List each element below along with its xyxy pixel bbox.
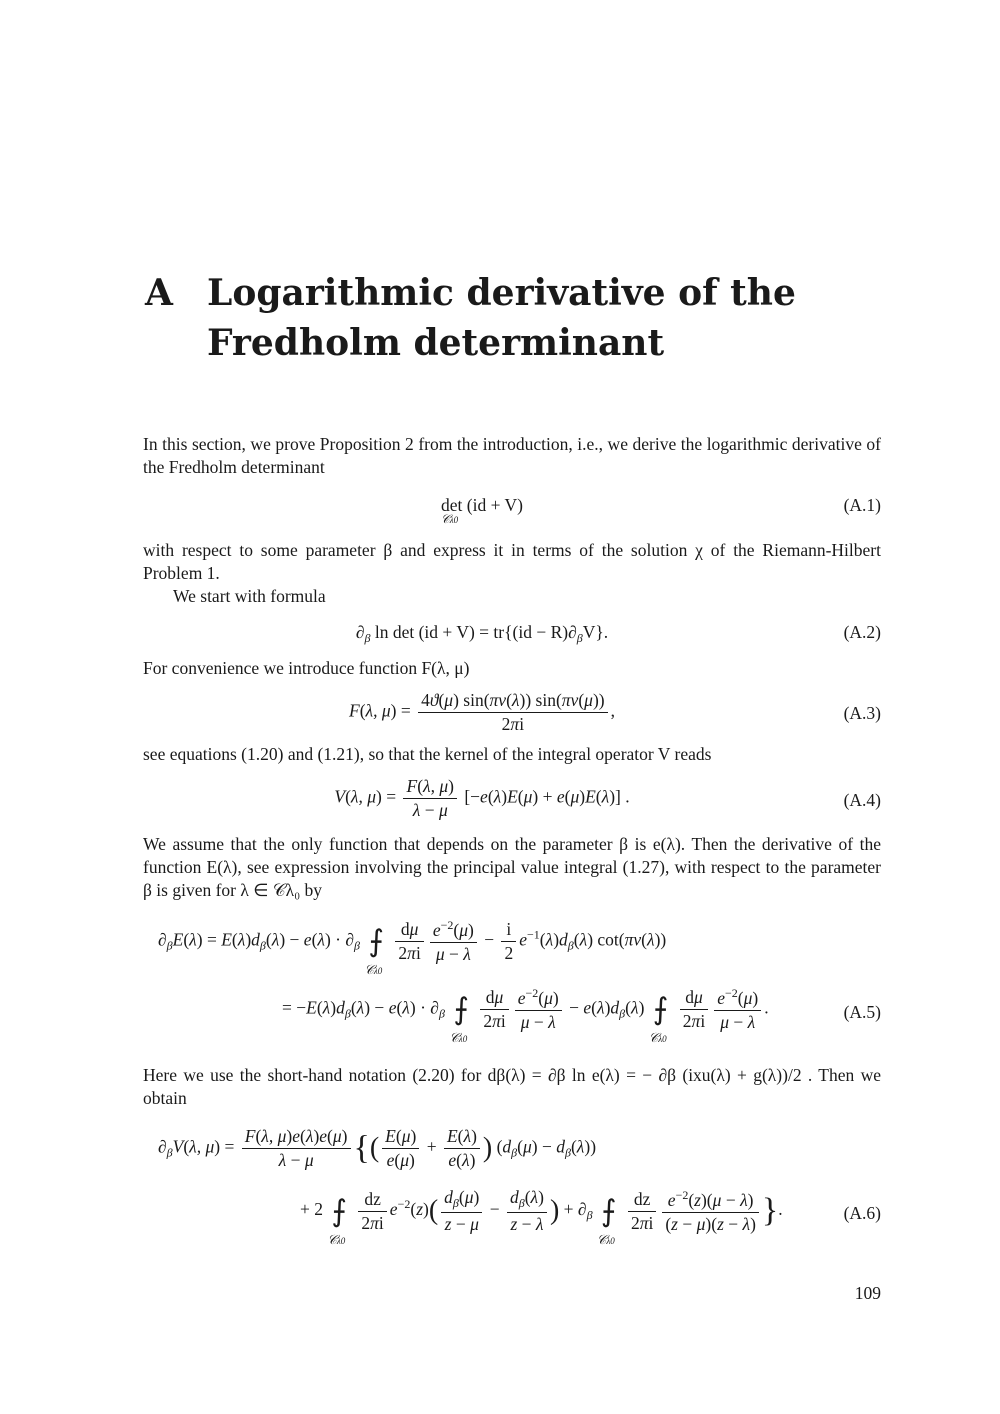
equation-a6-line2: + 2 ⨍ 𝒞λ0 $\frac{dz}{2\pi i}$ $e^{-2}(z)$( $\frac{d_\beta(\mu)}{z - \mu}$ − $\frac{d_\beta(\lambda)}{z - \lambda}$ ) + $\partial_\beta$ ⨍ 𝒞λ0 $\frac{dz}{2\pi i}$ $\frac{e^{-2}(z)(\mu - \lambda)}{(z - \mu)(z - \lambda)}$ }. [300,1187,783,1247]
equation-a4-body: V(λ, μ) = $\frac{F(\lambda, \mu)}{\lambda - \mu}$ [−e(λ)E(μ) + e(μ)E(λ)] . [334,776,630,820]
equation-a2-label: (A.2) [843,622,881,642]
page-number: 109 [854,1283,881,1303]
equation-a5-line2: = $-E(\lambda)d_\beta(\lambda) - e(\lambda) \cdot \partial_\beta$ ⨍ 𝒞λ0 $\frac{d\mu}{2\pi i}$ $\frac{e^{-2}(\mu)}{\mu - \lambda}$ − $e(\lambda)d_\beta(\lambda)$ ⨍ 𝒞λ0 $\frac{d\mu}{2\pi i}$ $\frac{e^{-2}(\mu)}{\mu - \lambda}$ . [282,986,769,1045]
section-title: Logarithmic derivative of the Fredholm determinant [207,272,796,364]
section-heading [145,268,885,368]
equation-a6-line1: $\partial_\beta V(\lambda$, μ) = $\frac{F(\lambda, \mu)e(\lambda)e(\mu)}{\lambda - \mu}$ {( $\frac{E(\mu)}{e(\mu)}$ + $\frac{E(\lambda)}{e(\lambda)}$ ) $(d_\beta(\mu) - d_\beta(\lambda))$ [158,1126,597,1170]
paragraph-kernel: see equations (1.20) and (1.21), so that the kernel of the integral operator V reads [143,744,712,764]
equation-a4 [143,774,881,826]
equation-a3-label: (A.3) [843,703,881,723]
equation-a1-label: (A.1) [843,495,881,515]
equation-a5-line1: $\partial_\beta E(\lambda) = E(\lambda)d_\beta(\lambda) - e(\lambda) \cdot \partial_\beta$ ⨍ 𝒞λ0 $\frac{d\mu}{2\pi i}$ $\frac{e^{-2}(\mu)}{\mu - \lambda}$ − $\frac{i}{2}$ $e^{-1}(\lambda)d_\beta(\lambda)$ cot(πν(λ)) [158,918,667,977]
equation-a2-body: $\partial_\beta$ $\ln \det (id + V) = tr\{(id - R)\partial_\beta V\}$. [355,622,609,645]
equation-a1-body: det 𝒞λ0 (id + V) [441,495,523,526]
equation-a2 [143,614,881,654]
equation-a1 [143,487,881,527]
paragraph-start: We start with formula [173,586,326,606]
paragraph-assume: We assume that the only function that depends on the parameter β is e(λ). Then the derivative of the function E(λ), see expression involving the principal value integral (1.27), with respect to the parameter β is given for λ ∈ 𝒞λ₀ by [143,834,881,900]
equation-a4-label: (A.4) [843,790,881,810]
paragraph-shorthand: Here we use the short-hand notation (2.20) for dβ(λ) = ∂β ln e(λ) = − ∂β (ixu(λ) + g(λ))/2 . Then we obtain [143,1065,881,1108]
equation-a3 [143,688,881,740]
section-number: A [145,272,173,314]
paragraph-respect: with respect to some parameter β and express it in terms of the solution χ of the Riemann-Hilbert Problem 1. [143,540,881,583]
equation-a3-body: F(λ, μ) = $\frac{4ϑ(\mu) \sin(\pi\nu(\lambda)) \sin(\pi\nu(\mu))}{2\pi i}$ , [349,690,615,734]
paragraph-intro: In this section, we prove Proposition 2 from the introduction, i.e., we derive the logarithmic derivative of the Fredholm determinant [143,434,881,477]
equation-a5-label: (A.5) [843,1002,881,1022]
equation-a6-label: (A.6) [843,1203,881,1223]
paragraph-convenience: For convenience we introduce function F(λ, μ) [143,658,470,678]
